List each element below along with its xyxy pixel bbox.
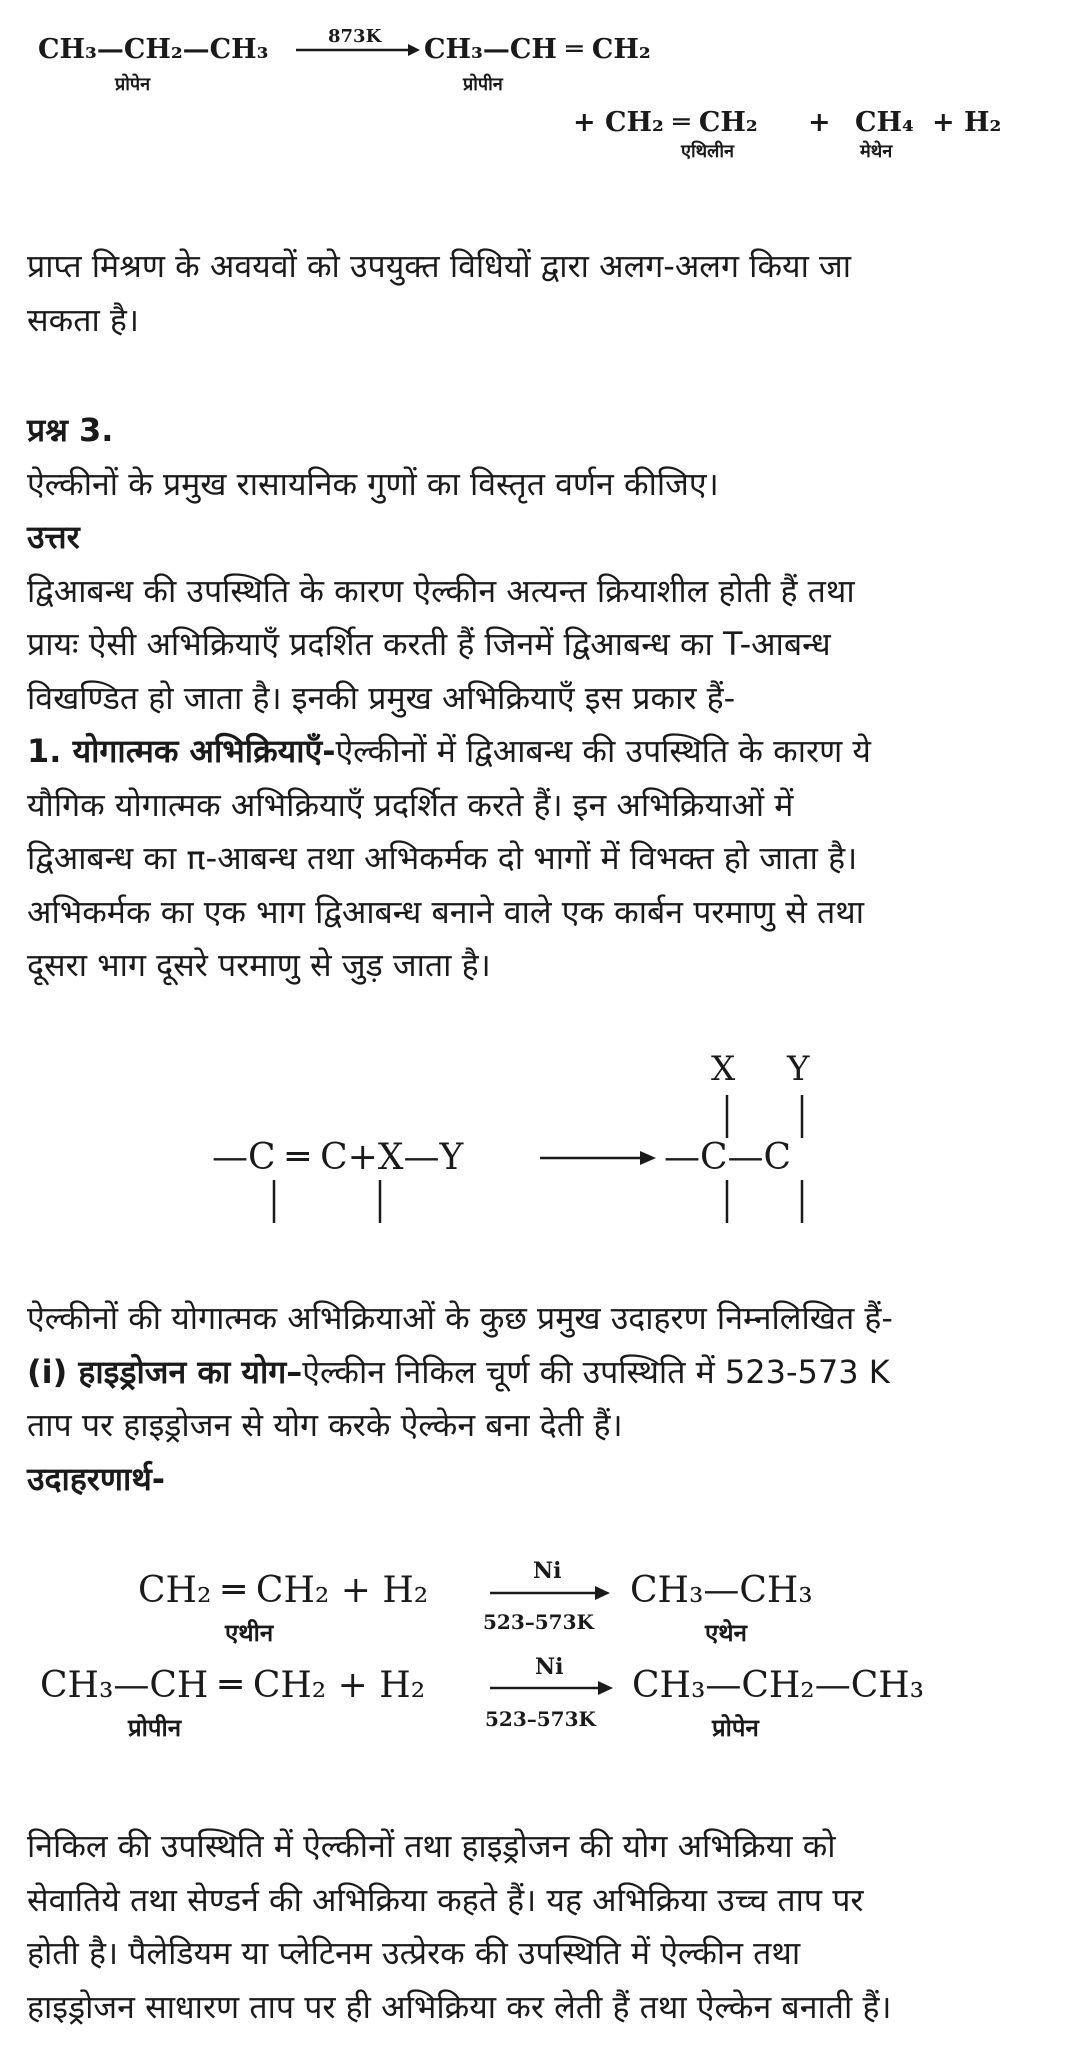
addition-reactants: —C ═ C+X—Y — [212, 1137, 464, 1178]
mixture-paragraph — [27, 240, 1027, 347]
answer-line-2: प्रायः ऐसी अभिक्रियाएँ प्रदर्शित करती हैं जिनमें द्विआबन्ध का T-आबन्ध — [27, 625, 831, 663]
methane-label: मेथेन — [860, 141, 893, 162]
ethylene-label: एथिलीन — [681, 141, 734, 162]
propene-label: प्रोपीन — [463, 74, 503, 95]
addition-reactions-line-2: यौगिक योगात्मक अभिक्रियाएँ प्रदर्शित करते हैं। इन अभिक्रियाओं में — [27, 785, 794, 824]
hydrogen-addition-heading: (i) हाइड्रोजन का योग– — [27, 1352, 303, 1391]
addition-y-atom: Y — [787, 1049, 810, 1089]
ethane-label: एथेन — [705, 1619, 747, 1647]
sabatier-line-3: होती है। पैलेडियम या प्लेटिनम उत्प्रेरक की उपस्थिति में ऐल्कीन तथा — [27, 1934, 801, 1972]
plus-sign: + — [808, 107, 831, 138]
hydrogen-addition-line-1 — [27, 1346, 1027, 1400]
hydrogen-formula: + H₂ — [932, 107, 1002, 138]
examples-block — [27, 1292, 1027, 1506]
mixture-line-2: सकता है। — [27, 300, 140, 339]
nickel-catalyst-1: Ni — [533, 1558, 562, 1584]
question-heading: प्रश्न 3. — [27, 411, 114, 449]
ethene-label: एथीन — [225, 1619, 274, 1647]
nickel-catalyst-2: Ni — [535, 1654, 564, 1680]
propane-formula: CH₃—CH₂—CH₃ — [38, 34, 269, 65]
addition-reactions-line-1 — [27, 725, 1027, 779]
addition-reactions-line-5: दूसरा भाग दूसरे परमाणु से जुड़ जाता है। — [27, 946, 491, 984]
ethane-formula: CH₃—CH₃ — [630, 1570, 813, 1611]
propane-product-formula: CH₃—CH₂—CH₃ — [632, 1665, 925, 1706]
temperature-label: 873K — [328, 26, 382, 47]
temperature-range-2: 523–573K — [485, 1707, 596, 1731]
equation-hydrogenation-graphic — [0, 1540, 1066, 1760]
temperature-range-1: 523–573K — [483, 1610, 594, 1634]
propene-reactant-label: प्रोपीन — [128, 1714, 182, 1742]
addition-x-atom: X — [711, 1049, 736, 1089]
answer-label: उत्तर — [27, 518, 80, 556]
equation-hydrogenation — [0, 1540, 1066, 1760]
equation-general-addition — [0, 1040, 1066, 1240]
equation-propane-cracking — [0, 0, 1066, 175]
ethene-reactants: CH₂ ═ CH₂ + H₂ — [138, 1570, 429, 1611]
question-block — [27, 404, 1027, 993]
sabatier-line-1: निकिल की उपस्थिति में ऐल्कीनों तथा हाइड्रोजन की योग अभिक्रिया को — [27, 1827, 836, 1865]
sabatier-line-2: सेवातिये तथा सेण्डर्न की अभिक्रिया कहते हैं। यह अभिक्रिया उच्च ताप पर — [27, 1880, 864, 1919]
sabatier-paragraph — [27, 1820, 1027, 2034]
ethylene-formula: + CH₂ ═ CH₂ — [573, 107, 758, 138]
mixture-line-1: प्राप्त मिश्रण के अवयवों को उपयुक्त विधियों द्वारा अलग-अलग किया जा — [27, 247, 852, 285]
hydrogen-addition-text: ऐल्कीन निकिल चूर्ण की उपस्थिति में 523-573 K — [302, 1352, 890, 1391]
example-label: उदाहरणार्थ- — [27, 1459, 166, 1498]
addition-product: —C—C — [664, 1137, 792, 1178]
addition-reactions-line-3: द्विआबन्ध का π-आबन्ध तथा अभिकर्मक दो भागों में विभक्त हो जाता है। — [27, 839, 858, 877]
answer-line-1: द्विआबन्ध की उपस्थिति के कारण ऐल्कीन अत्यन्त क्रियाशील होती हैं तथा — [27, 571, 855, 610]
examples-intro: ऐल्कीनों की योगात्मक अभिक्रियाओं के कुछ प्रमुख उदाहरण निम्नलिखित हैं- — [27, 1299, 893, 1337]
propene-reactants: CH₃—CH ═ CH₂ + H₂ — [40, 1665, 426, 1706]
question-text: ऐल्कीनों के प्रमुख रासायनिक गुणों का विस्तृत वर्णन कीजिए। — [27, 464, 719, 503]
answer-line-3: विखण्डित हो जाता है। इनकी प्रमुख अभिक्रियाएँ इस प्रकार हैं- — [27, 678, 736, 717]
propane-label: प्रोपेन — [115, 74, 151, 95]
addition-reactions-heading: 1. योगात्मक अभिक्रियाएँ- — [27, 732, 336, 770]
sabatier-line-4: हाइड्रोजन साधारण ताप पर ही अभिक्रिया कर लेती हैं तथा ऐल्केन बनाती हैं। — [27, 1987, 892, 2026]
propane-product-label: प्रोपेन — [712, 1714, 759, 1742]
addition-reactions-line-4: अभिकर्मक का एक भाग द्विआबन्ध बनाने वाले एक कार्बन परमाणु से तथा — [27, 892, 865, 931]
addition-reactions-text: ऐल्कीनों में द्विआबन्ध की उपस्थिति के कारण ये — [335, 732, 871, 770]
propene-formula: CH₃—CH ═ CH₂ — [424, 34, 651, 65]
equation-general-addition-graphic — [0, 1040, 1066, 1240]
equation-propane-cracking-graphic — [0, 0, 1066, 175]
methane-formula: CH₄ — [855, 107, 914, 138]
hydrogen-addition-line-2: ताप पर हाइड्रोजन से योग करके ऐल्केन बना देती हैं। — [27, 1406, 623, 1444]
